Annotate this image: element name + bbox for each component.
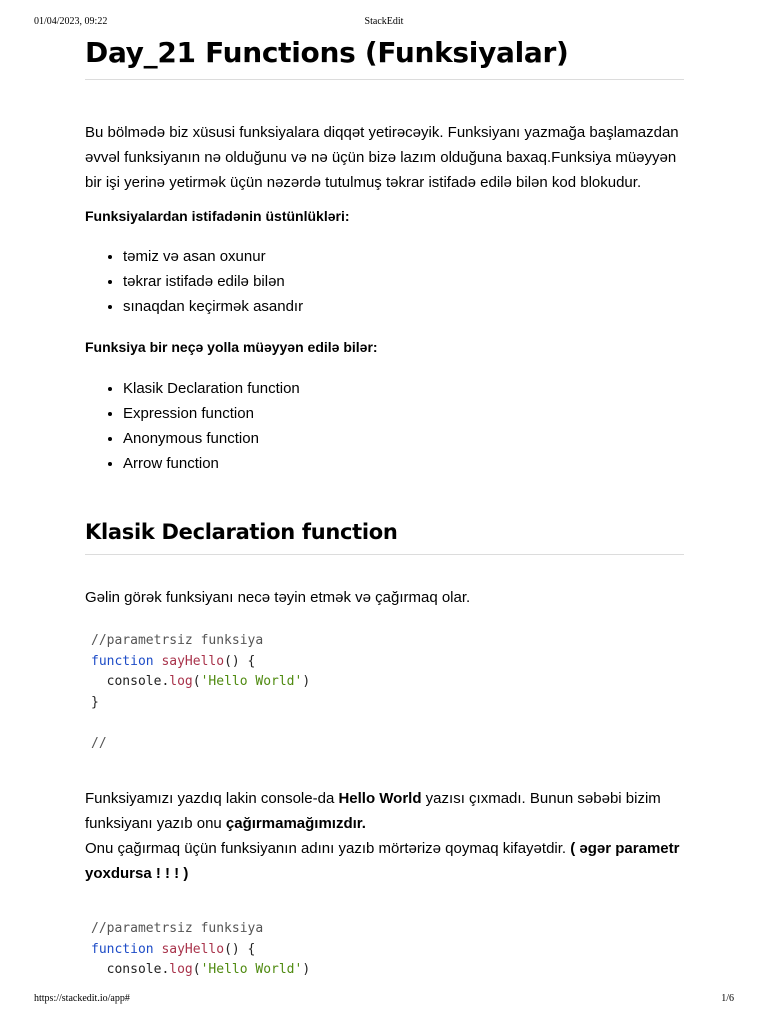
print-header bbox=[34, 16, 734, 30]
explanation-paragraph: Funksiyamızı yazdıq lakin console-da Hello World yazısı çıxmadı. Bunun səbəbi bizim funksiyanı yazıb onu çağırmamağımızdır. Onu çağırmaq üçün funksiyanın adını yazıb mörtərizə qoymaq kifayətdir. ( əgər parametr yoxdursa ! ! ! ) bbox=[85, 790, 680, 882]
list-item: • Anonymous function bbox=[123, 426, 684, 451]
advantages-heading: Funksiyalardan istifadənin üstünlükləri: bbox=[85, 208, 350, 224]
code-block-2: //parametrsiz funksiya function sayHello() { console.log('Hello World') bbox=[91, 921, 311, 977]
print-footer bbox=[34, 993, 734, 1007]
list-item: • təkrar istifadə edilə bilən bbox=[123, 269, 684, 294]
page-number: 1/6 bbox=[721, 993, 734, 1004]
ways-list bbox=[85, 376, 684, 476]
code-string: 'Hello World' bbox=[200, 674, 303, 689]
page-title: Day_21 Functions (Funksiyalar) bbox=[85, 36, 684, 80]
intro-paragraph: Bu bölmədə biz xüsusi funksiyalara diqqət yetirəcəyik. Funksiyanı yazmağa başlamazdan əvvəl funksiyanın nə olduğunu və nə üçün bizə lazım olduğuna baxaq.Funksiya müəyyən bir işi yerinə yetirmək üçün nəzərdə tutulmuş təkrar istifadə edilə bilən kod blokudur. bbox=[85, 124, 679, 191]
list-item: • Expression function bbox=[123, 401, 684, 426]
code-comment: //parametrsiz funksiya bbox=[91, 633, 264, 648]
ways-heading: Funksiya bir neçə yolla müəyyən edilə bilər: bbox=[85, 339, 378, 355]
document-content bbox=[85, 30, 684, 981]
advantages-list bbox=[85, 244, 684, 319]
code-keyword: function bbox=[91, 653, 154, 669]
code-comment: //parametrsiz funksiya bbox=[91, 921, 264, 936]
code-string: 'Hello World' bbox=[200, 962, 303, 977]
print-url: https://stackedit.io/app# bbox=[34, 993, 130, 1004]
print-datetime: 01/04/2023, 09:22 bbox=[34, 16, 108, 27]
code-function-name: sayHello bbox=[161, 941, 225, 957]
list-item: • Klasik Declaration function bbox=[123, 376, 684, 401]
print-app-name: StackEdit bbox=[364, 16, 404, 27]
list-item: • təmiz və asan oxunur bbox=[123, 244, 684, 269]
section-lead: Gəlin görək funksiyanı necə təyin etmək və çağırmaq olar. bbox=[85, 589, 471, 606]
code-function-name: sayHello bbox=[161, 653, 225, 669]
list-item: • Arrow function bbox=[123, 451, 684, 476]
list-item: • sınaqdan keçirmək asandır bbox=[123, 294, 684, 319]
code-keyword: function bbox=[91, 941, 154, 957]
code-trailing-comment: // bbox=[91, 735, 107, 751]
section-heading: Klasik Declaration function bbox=[85, 520, 684, 555]
code-block-1: //parametrsiz funksiya function sayHello() { console.log('Hello World') } // bbox=[91, 633, 311, 751]
